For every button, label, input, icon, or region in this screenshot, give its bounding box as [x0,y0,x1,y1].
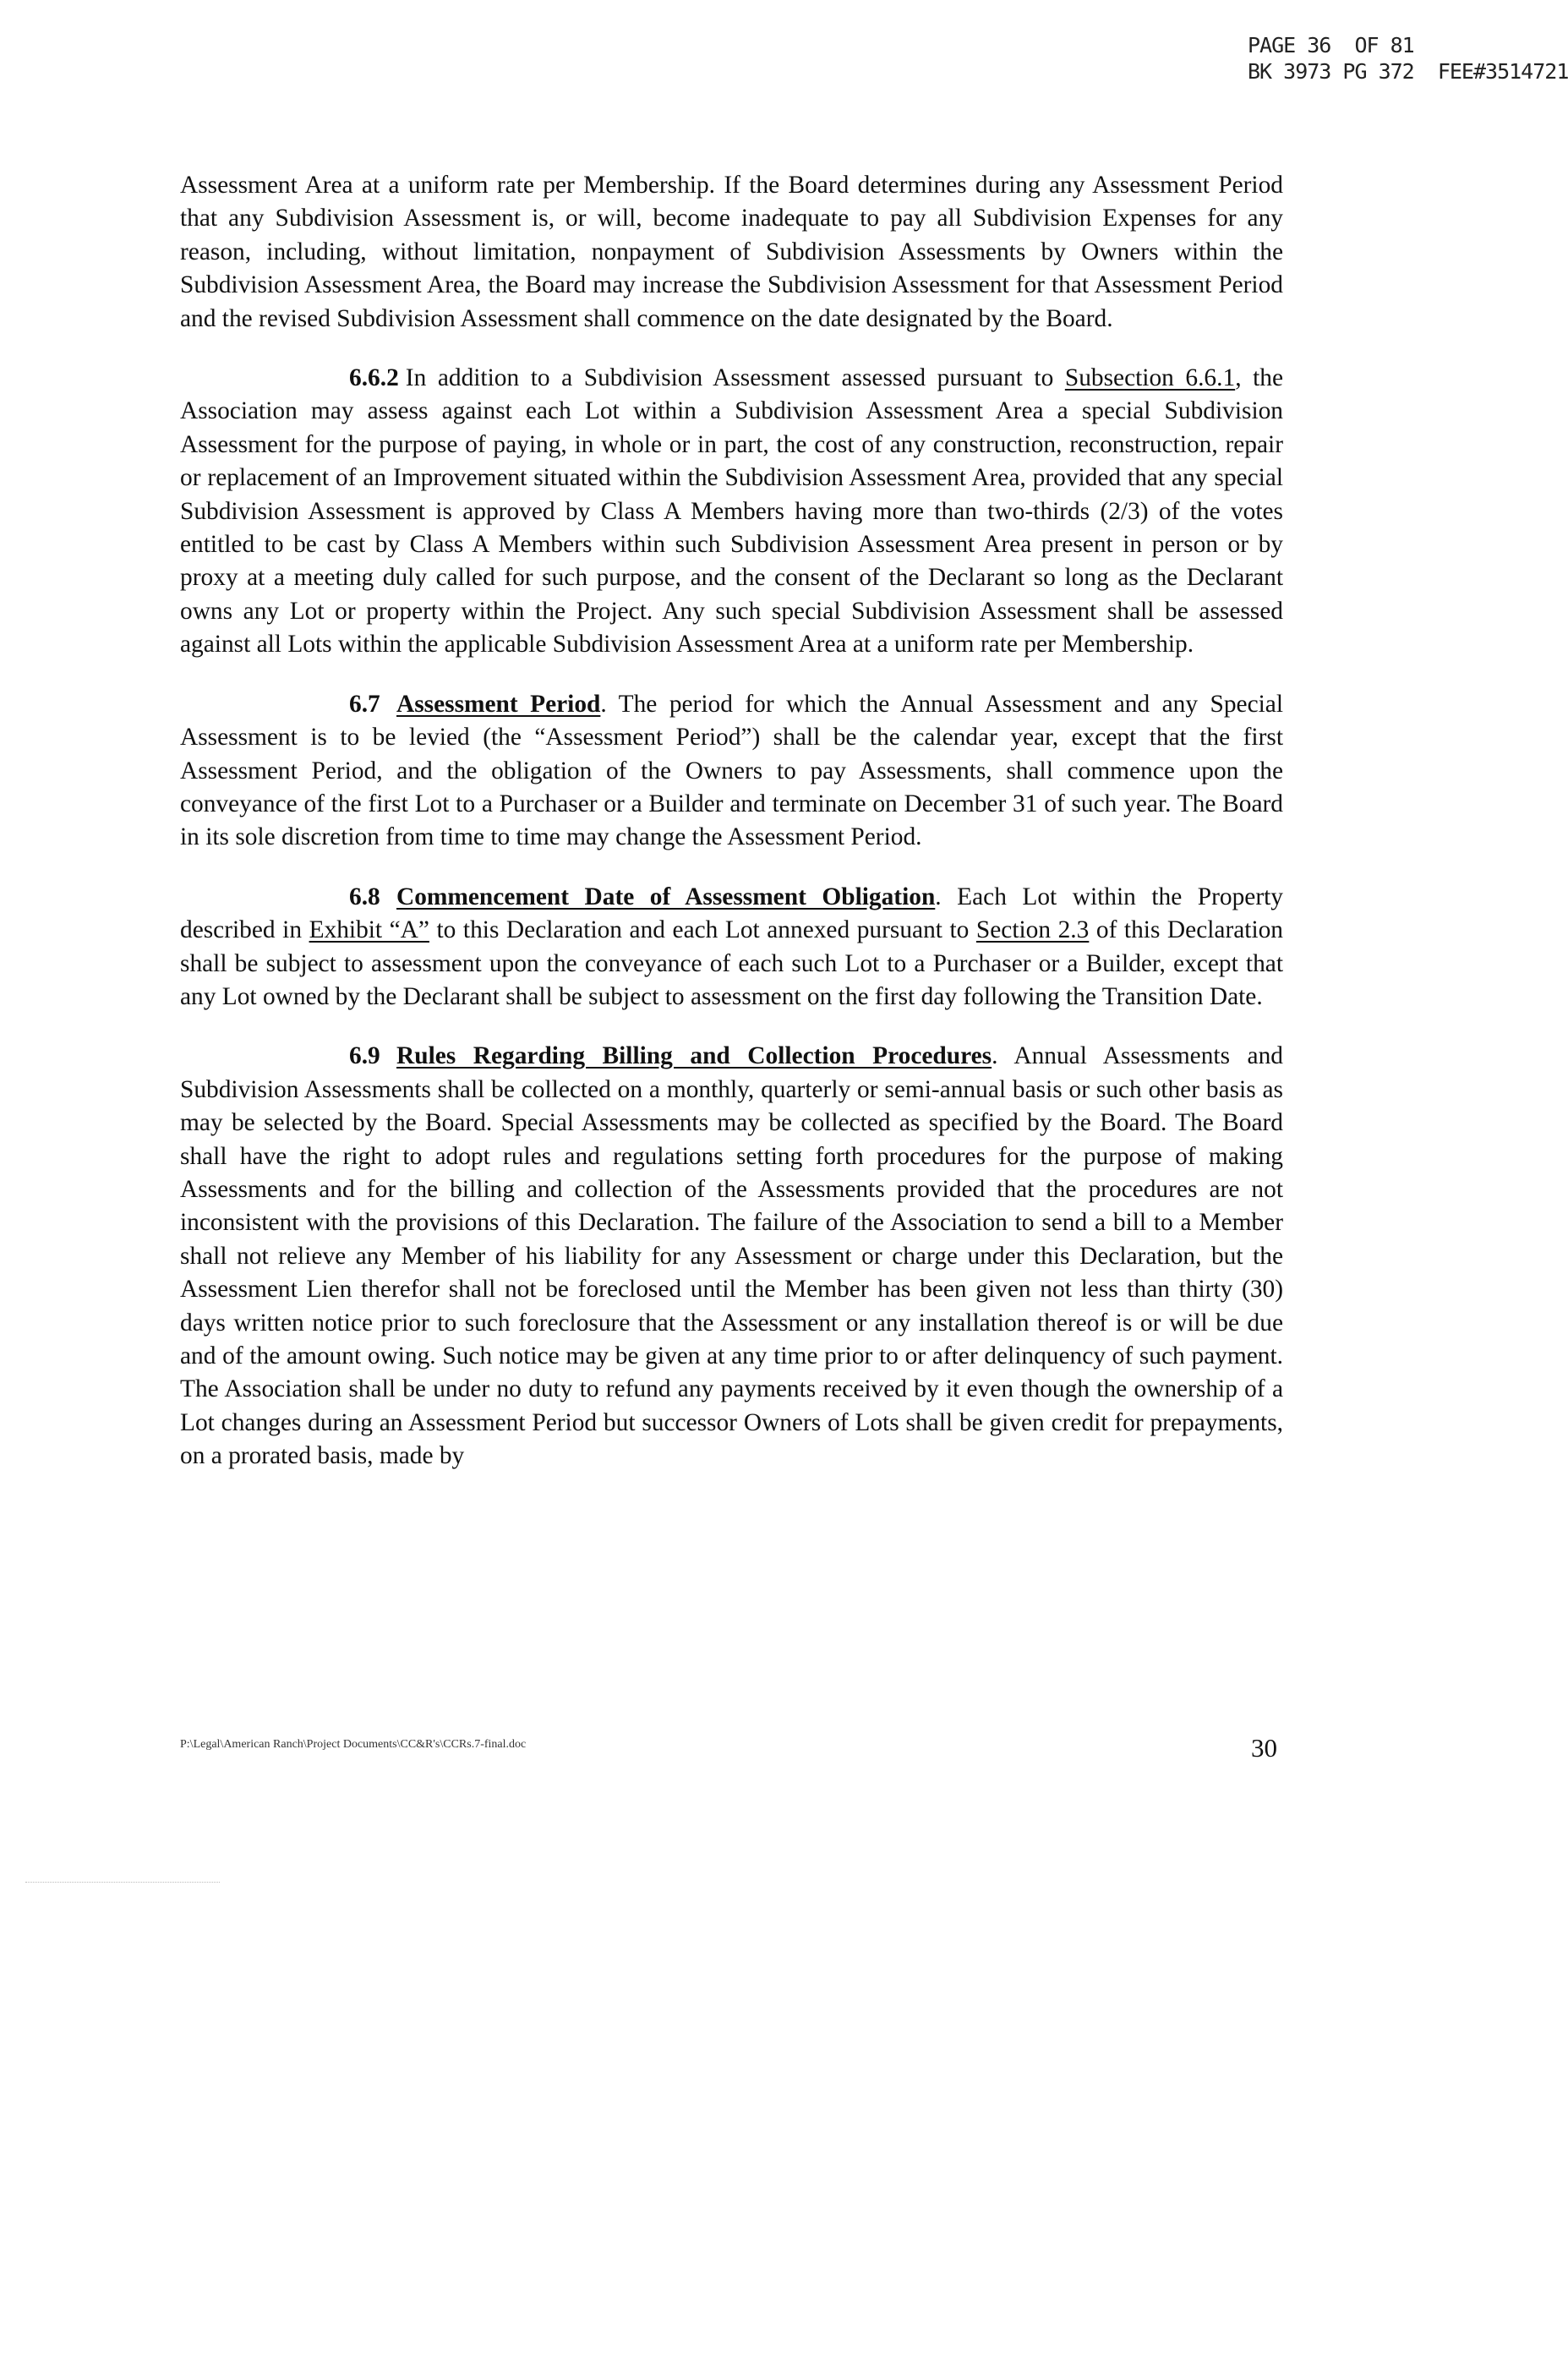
footer-file-path: P:\Legal\American Ranch\Project Documents\CC&R's\CCRs.7-final.doc [180,1738,527,1751]
section-text: . The period for which the Annual Assessment and any Special Assessment is to be levied (the “Assessment Period”) shall be the calendar year, except that the first Assessment Period, and the obligation of the Owners to pay Assessments, shall commence upon the conveyance of the first Lot to a Purchaser or a Builder and terminate on December 31 of such year. The Board in its sole discretion from time to time may change the Assessment Period. [180,690,1283,851]
section-text: . Annual Assessments and Subdivision Assessments shall be collected on a monthly, quarterly or semi-annual basis or such other basis as may be selected by the Board. Special Assessments may be collected as specified by the Board. The Board shall have the right to adopt rules and regulations setting forth procedures for the purpose of making Assessments and for the billing and collection of the Assessments provided that the procedures are not inconsistent with the provisions of this Declaration. The failure of the Association to send a bill to a Member shall not relieve any Member of his liability for any Assessment or charge under this Declaration, but the Assessment Lien therefor shall not be foreclosed until the Member has been given not less than thirty (30) days written notice prior to such foreclosure that the Assessment or any installation thereof is or will be due and of the amount owing. Such notice may be given at any time prior to or after delinquency of such payment. The Association shall be under no duty to refund any payments received by it even though the ownership of a Lot changes during an Assessment Period but successor Owners of Lots shall be given credit for prepayments, on a prorated basis, made by [180,1042,1283,1470]
section-text: , the Association may assess against each Lot within a Subdivision Assessment Area a special Subdivision Assessment for the purpose of paying, in whole or in part, the cost of any construction, reconstruction, repair or replacement of an Improvement situated within the Subdivision Assessment Area, provided that any special Subdivision Assessment is approved by Class A Members having more than two-thirds (2/3) of the votes entitled to be cast by Class A Members within such Subdivision Assessment Area present in person or by proxy at a meeting duly called for such purpose, and the consent of the Declarant so long as the Declarant owns any Lot or property within the Project. Any such special Subdivision Assessment shall be assessed against all Lots within the applicable Subdivision Assessment Area at a uniform rate per Membership. [180,364,1284,659]
section-6-7 [180,688,1283,855]
section-text: to this Declaration and each Lot annexed pursuant to [429,916,976,944]
stamp-book-page-fee: BK 3973 PG 372 FEE#3514721 [1248,59,1568,84]
cross-reference: Exhibit “A” [309,916,429,944]
section-title: Commencement Date of Assessment Obligation [396,883,936,910]
section-6-8 [180,881,1283,1014]
scan-artifact [25,1882,220,1888]
section-number: 6.6.2 [349,364,399,392]
section-text: . Each Lot within the Property described in [180,883,1283,944]
section-title: Assessment Period [396,690,601,718]
section-number: 6.8 [349,883,380,910]
paragraph-continuation: Assessment Area at a uniform rate per Membership. If the Board determines during any Assessment Period that any Subdivision Assessment is, or will, become inadequate to pay all Subdivision Expenses for any reason, including, without limitation, nonpayment of Subdivision Assessments by Owners within the Subdivision Assessment Area, the Board may increase the Subdivision Assessment for that Assessment Period and the revised Subdivision Assessment shall commence on the date designated by the Board. [180,172,1283,332]
section-6-6-2 [180,362,1283,662]
cross-reference: Section 2.3 [975,916,1090,944]
section-number: 6.9 [349,1042,380,1070]
section-6-9 [180,1040,1283,1473]
page-number: 30 [1251,1733,1277,1763]
cross-reference: Subsection 6.6.1 [1064,364,1236,392]
section-text: In addition to a Subdivision Assessment assessed pursuant to [405,364,1065,392]
section-title: Rules Regarding Billing and Collection Procedures [396,1042,992,1070]
document-body [180,169,1283,1500]
stamp-page-count: PAGE 36 OF 81 [1248,33,1414,57]
recording-stamp [1248,32,1568,85]
section-text: of this Declaration shall be subject to assessment upon the conveyance of each such Lot to a Purchaser or a Builder, except that any Lot owned by the Declarant shall be subject to assessment on the first day following the Transition Date. [180,916,1284,1010]
section-number: 6.7 [349,690,380,718]
